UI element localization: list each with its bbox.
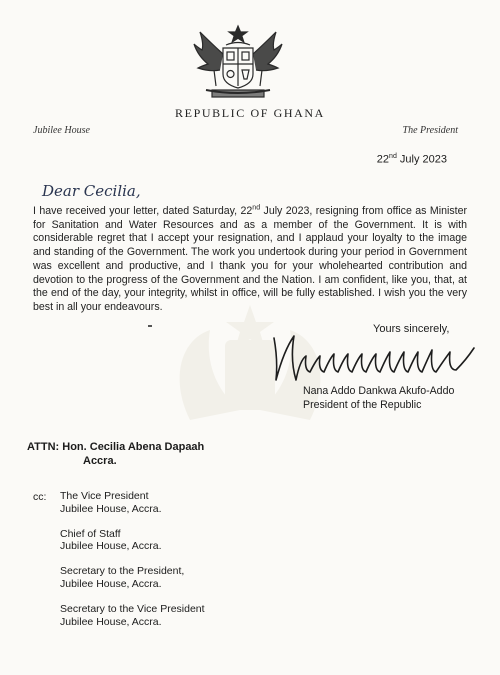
body-sup: nd bbox=[252, 204, 261, 212]
cc-list bbox=[60, 490, 205, 641]
attn-label: ATTN: bbox=[27, 441, 60, 453]
attn-city: Accra. bbox=[83, 455, 117, 467]
cc-role: The Vice President bbox=[60, 490, 149, 502]
letter-body bbox=[33, 205, 467, 315]
cc-role: Secretary to the President, bbox=[60, 565, 185, 578]
date-day: 22 bbox=[376, 153, 390, 166]
attn-name: Hon. Cecilia Abena Dapaah bbox=[62, 441, 205, 453]
cc-item bbox=[60, 490, 205, 515]
body-text-part1: I have received your letter, dated Saturday, 22 bbox=[33, 205, 253, 217]
closing: Yours sincerely, bbox=[373, 323, 450, 335]
signatory-block bbox=[303, 385, 454, 412]
handwritten-salutation bbox=[40, 176, 180, 206]
cc-address: Jubilee House, Accra. bbox=[60, 577, 162, 590]
signatory-name: Nana Addo Dankwa Akufo-Addo bbox=[303, 385, 455, 397]
cc-address: Jubilee House, Accra. bbox=[60, 615, 162, 628]
cc-role: Chief of Staff bbox=[60, 527, 121, 540]
signatory-title: President of the Republic bbox=[303, 398, 422, 411]
cc-label: cc: bbox=[33, 491, 47, 503]
cc-item bbox=[60, 565, 205, 590]
attention-block bbox=[27, 440, 204, 468]
cc-address: Jubilee House, Accra. bbox=[60, 540, 162, 553]
date-suffix: nd bbox=[389, 153, 397, 160]
stray-mark bbox=[148, 325, 152, 327]
letterhead-right-label: The President bbox=[402, 125, 458, 136]
cc-role: Secretary to the Vice President bbox=[60, 603, 205, 616]
date-month-year: July 2023 bbox=[399, 153, 447, 166]
body-text-part2: July 2023, resigning from office as Minister for Sanitation and Water Resources and as a member of the Government. It is with considerable regret that I accept your resignation, and I applaud your loyalty to the image and standing of the Government. The work you undertook during your period in Government was excellent and productive, and I thank you for your wholehearted contribution and devotion to the progress of the Government and the Nation. I am confident, like you, that, at the end of the day, your integrity, whilst in office, will be fully established. I wish you the very best in all your endeavours. bbox=[33, 205, 467, 313]
letter-date bbox=[377, 153, 447, 166]
letterhead-left-label: Jubilee House bbox=[33, 125, 90, 136]
letterhead-country: REPUBLIC OF GHANA bbox=[175, 106, 325, 120]
coat-of-arms-icon bbox=[190, 24, 286, 102]
cc-address: Jubilee House, Accra. bbox=[60, 502, 162, 515]
svg-text:Dear Cecilia,: Dear Cecilia, bbox=[42, 182, 141, 200]
cc-item bbox=[60, 603, 205, 628]
cc-item bbox=[60, 528, 205, 553]
signature bbox=[260, 330, 490, 390]
